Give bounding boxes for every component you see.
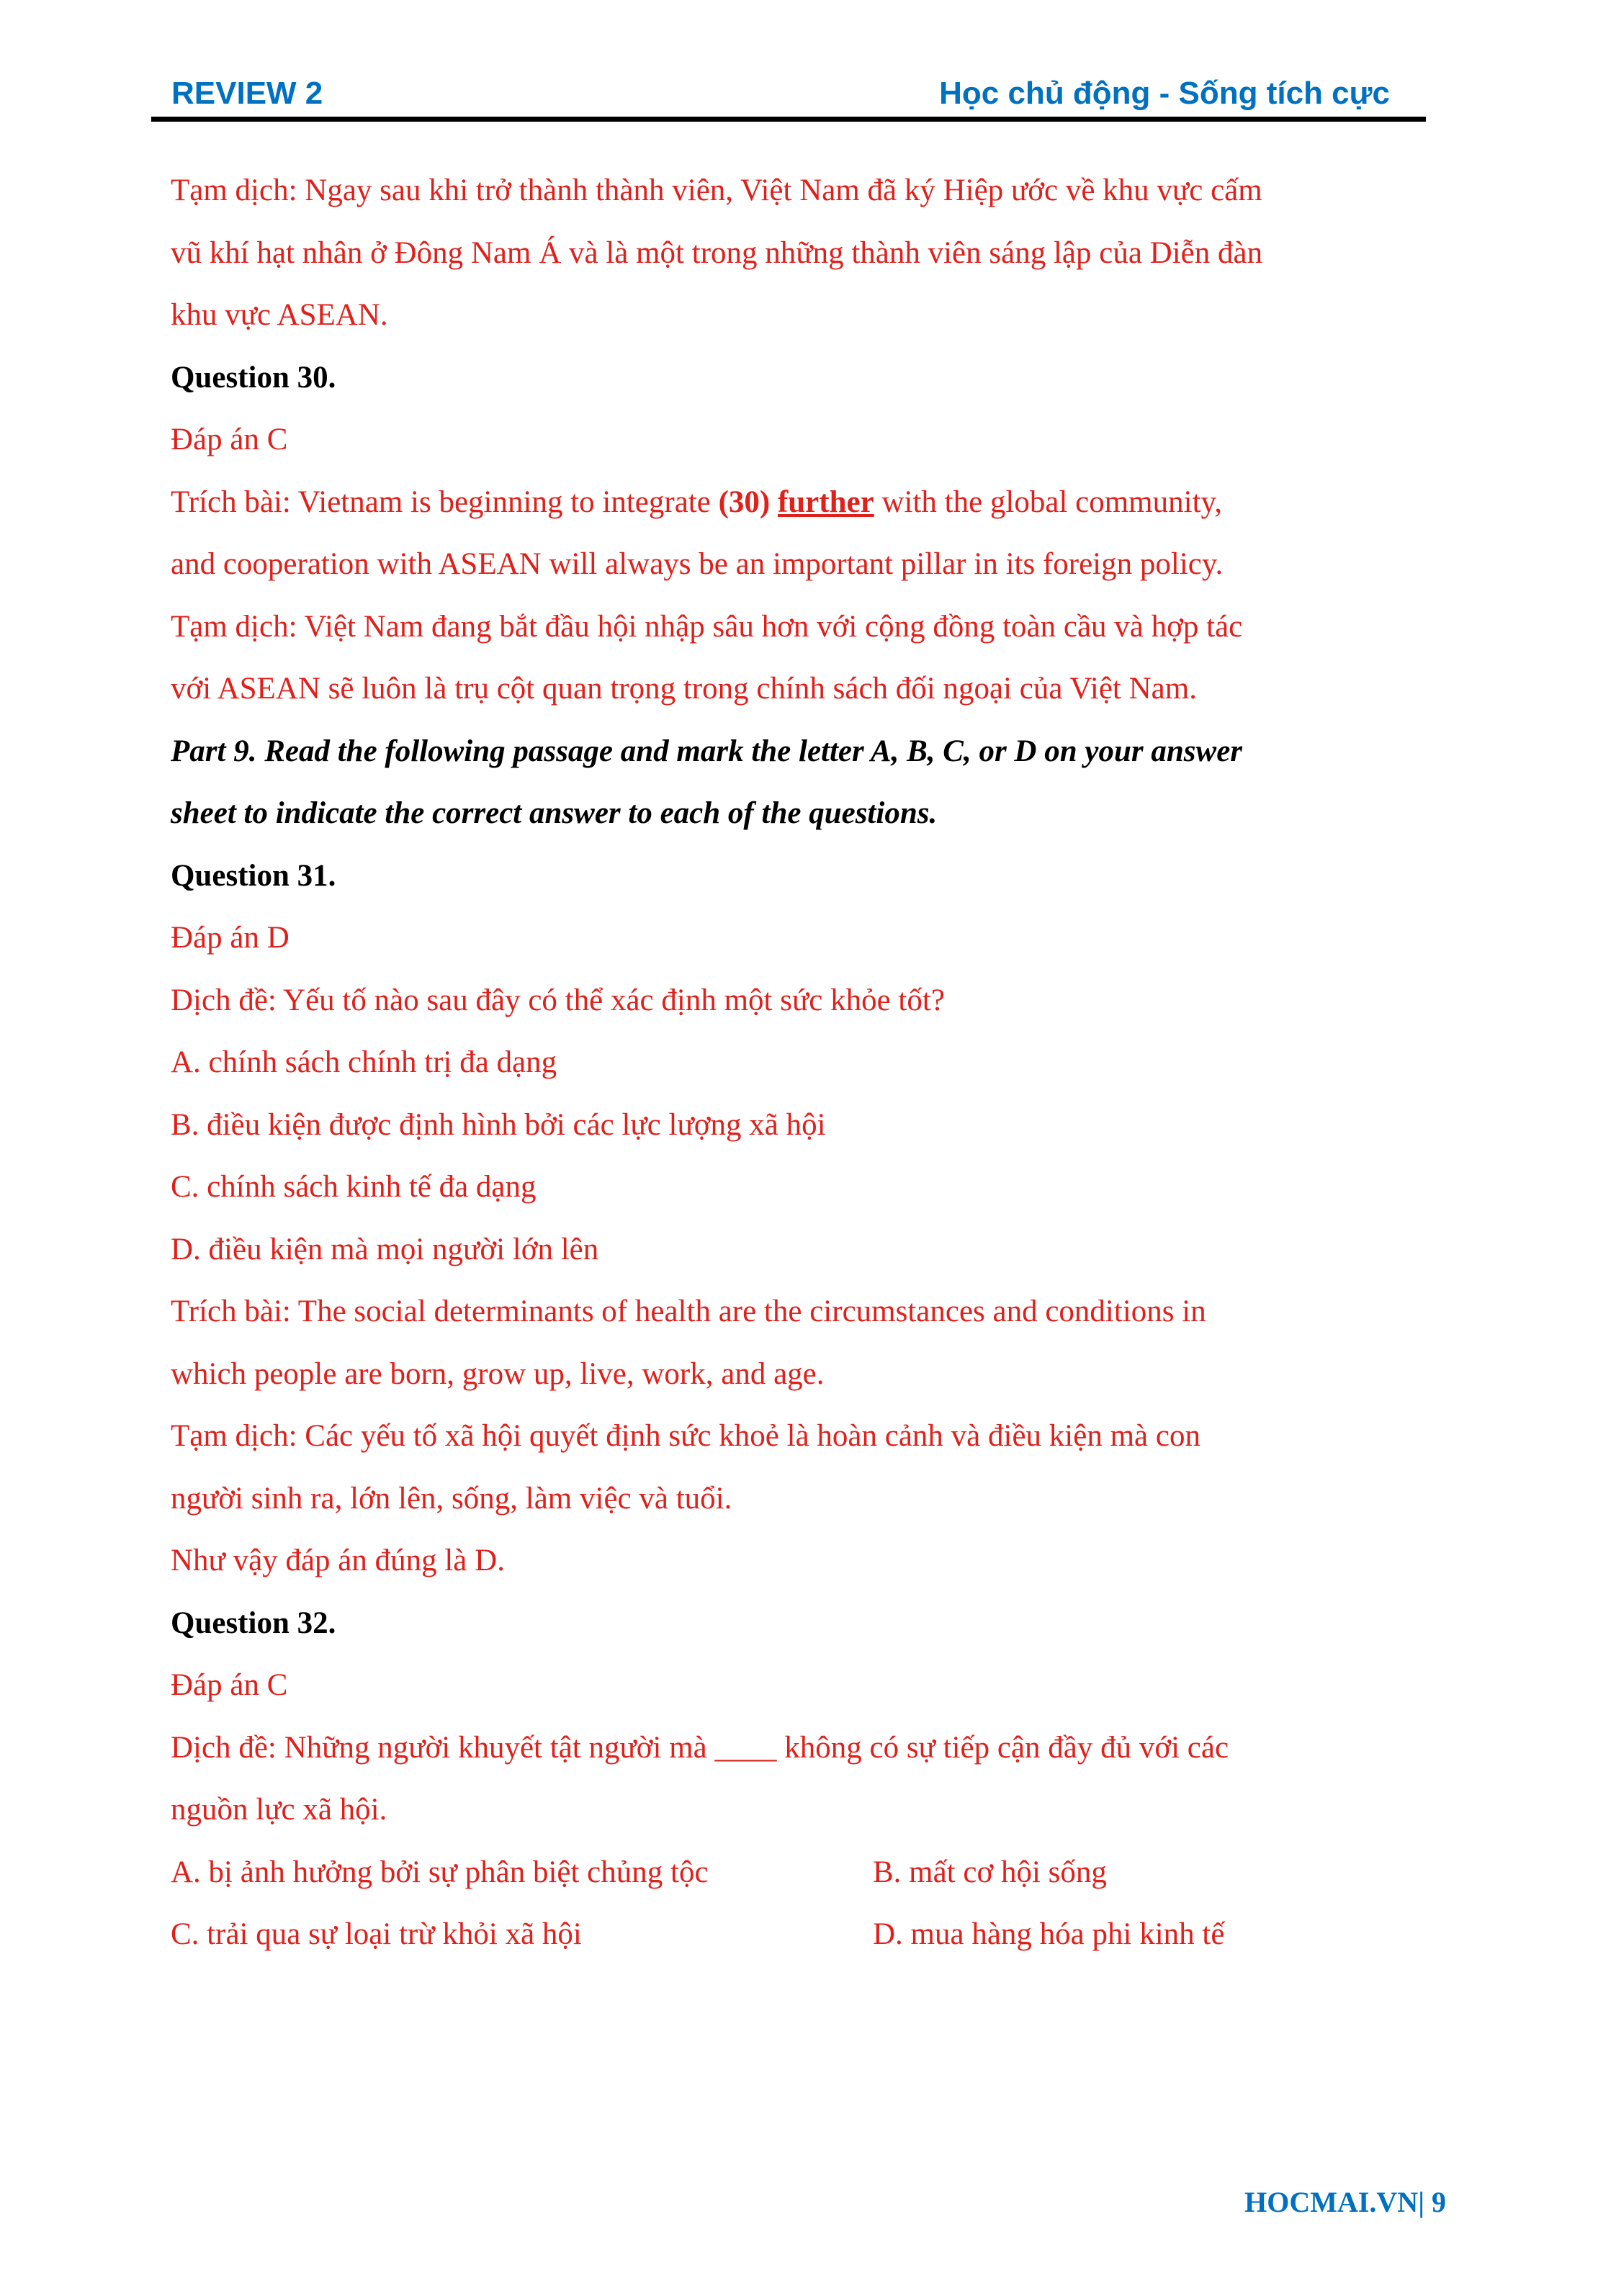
answer-32: Đáp án C — [171, 1668, 288, 1702]
document-body — [171, 160, 1467, 1966]
question-30-heading: Question 30. — [171, 360, 336, 395]
part-9-instruction-line-2: sheet to indicate the correct answer to each of the questions. — [171, 796, 938, 830]
question-32-heading: Question 32. — [171, 1606, 336, 1640]
excerpt-30-line-1 — [171, 472, 1467, 534]
excerpt-31-line-1: Trích bài: The social determinants of health are the circumstances and conditions in — [171, 1295, 1206, 1328]
translation-line: Tạm dịch: Ngay sau khi trở thành thành viên, Việt Nam đã ký Hiệp ước về khu vực cấm — [171, 174, 1262, 207]
excerpt-31-line-2: which people are born, grow up, live, work, and age. — [171, 1356, 825, 1391]
excerpt-text: Trích bài: Vietnam is beginning to integrate — [171, 485, 719, 519]
conclusion-31: Như vậy đáp án đúng là D. — [171, 1544, 505, 1577]
question-32-translation-line-2: nguồn lực xã hội. — [171, 1793, 387, 1827]
question-31-heading: Question 31. — [171, 858, 336, 893]
translation-line: khu vực ASEAN. — [171, 298, 388, 332]
answer-30: Đáp án C — [171, 423, 288, 456]
option-31-b: B. điều kiện được định hình bởi các lực lượng xã hội — [171, 1107, 826, 1142]
answer-31: Đáp án D — [171, 921, 289, 955]
page-header — [151, 72, 1426, 122]
options-32-row-1 — [171, 1842, 1467, 1904]
options-32-row-2 — [171, 1904, 1467, 1966]
option-31-d: D. điều kiện mà mọi người lớn lên — [171, 1232, 599, 1266]
part-9-instruction-line-1: Part 9. Read the following passage and mark the letter A, B, C, or D on your answer — [171, 734, 1243, 768]
page-footer: HOCMAI.VN| 9 — [1244, 2186, 1446, 2218]
translation-31-line-2: người sinh ra, lớn lên, sống, làm việc và tuổi. — [171, 1481, 732, 1516]
option-32-a: A. bị ảnh hưởng bởi sự phân biệt chủng tộc — [171, 1855, 709, 1889]
option-31-c: C. chính sách kinh tế đa dạng — [171, 1170, 537, 1204]
excerpt-30-line-2: and cooperation with ASEAN will always be an important pillar in its foreign policy. — [171, 547, 1224, 581]
translation-31-line-1: Tạm dịch: Các yếu tố xã hội quyết định sức khoẻ là hoàn cảnh và điều kiện mà con — [171, 1419, 1200, 1453]
header-review-label: REVIEW 2 — [171, 76, 323, 111]
header-slogan: Học chủ động - Sống tích cực — [939, 76, 1390, 111]
answer-keyword: further — [777, 485, 874, 519]
translation-30-line-1: Tạm dịch: Việt Nam đang bắt đầu hội nhập sâu hơn với cộng đồng toàn cầu và hợp tác — [171, 609, 1243, 644]
header-divider — [151, 117, 1426, 122]
option-31-a: A. chính sách chính trị đa dạng — [171, 1045, 557, 1079]
option-32-b: B. mất cơ hội sống — [873, 1855, 1107, 1889]
option-32-d: D. mua hàng hóa phi kinh tế — [873, 1917, 1225, 1951]
excerpt-text: with the global community, — [874, 485, 1222, 519]
question-32-translation-line-1: Dịch đề: Những người khuyết tật người mà ____ không có sự tiếp cận đầy đủ với các — [171, 1730, 1229, 1765]
question-31-translation: Dịch đề: Yếu tố nào sau đây có thể xác định một sức khỏe tốt? — [171, 983, 945, 1017]
translation-30-line-2: với ASEAN sẽ luôn là trụ cột quan trọng trong chính sách đối ngoại của Việt Nam. — [171, 672, 1197, 706]
blank-number: (30) — [718, 485, 771, 519]
option-32-c: C. trải qua sự loại trừ khỏi xã hội — [171, 1917, 582, 1951]
translation-line: vũ khí hạt nhân ở Đông Nam Á và là một trong những thành viên sáng lập của Diễn đàn — [171, 235, 1263, 270]
